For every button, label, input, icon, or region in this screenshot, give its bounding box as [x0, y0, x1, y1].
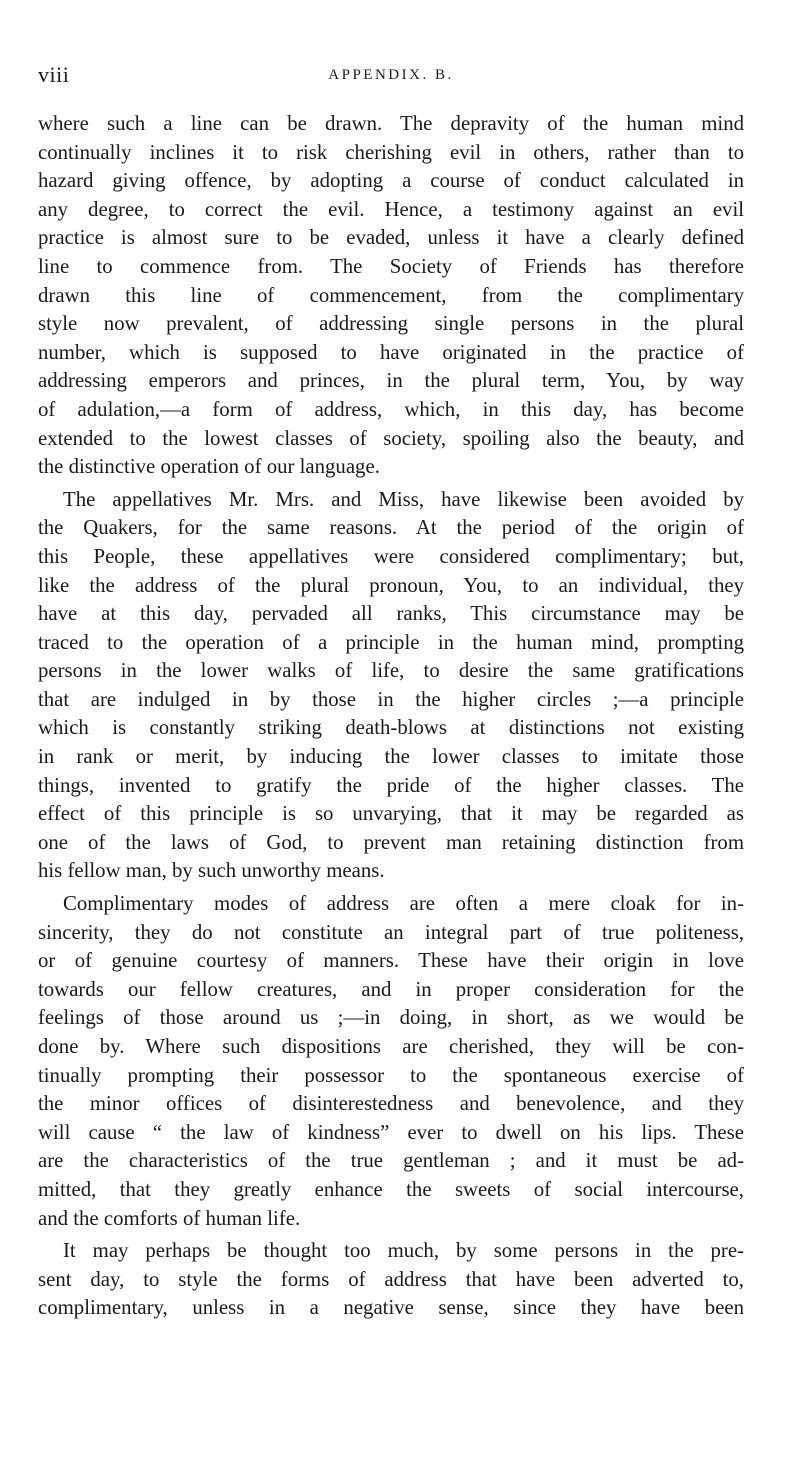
- paragraph: [38, 486, 744, 886]
- text-line: hazard giving offence, by adopting a course of conduct calculated in: [38, 169, 744, 193]
- text-line: effect of this principle is so unvarying, that it may be regarded as: [38, 802, 744, 826]
- text-line: number, which is supposed to have originated in the practice of: [38, 340, 744, 364]
- text-line: persons in the lower walks of life, to desire the same gratifications: [38, 659, 744, 683]
- text-line: any degree, to correct the evil. Hence, a testimony against an evil: [38, 197, 744, 221]
- text-line: It may perhaps be thought too much, by some persons in the pre-: [63, 1239, 744, 1263]
- text-line: done by. Where such dispositions are cherished, they will be con-: [38, 1035, 744, 1058]
- page-header: [38, 62, 744, 92]
- text-line: have at this day, pervaded all ranks, This circumstance may be: [38, 602, 744, 626]
- text-line: feelings of those around us ;—in doing, in short, as we would be: [38, 1006, 744, 1030]
- text-line: the minor offices of disinterestedness and benevolence, and they: [38, 1092, 744, 1116]
- text-line: like the address of the plural pronoun, You, to an individual, they: [38, 573, 744, 597]
- text-line: continually inclines it to risk cherishing evil in others, rather than to: [38, 140, 744, 164]
- page-number: viii: [38, 62, 70, 87]
- text-line: complimentary, unless in a negative sense, since they have been: [38, 1296, 744, 1320]
- text-line: extended to the lowest classes of society, spoiling also the beauty, and: [38, 426, 744, 450]
- text-line: his fellow man, by such unworthy means.: [38, 859, 385, 883]
- text-line: in rank or merit, by inducing the lower classes to imitate those: [38, 745, 744, 769]
- text-line: sincerity, they do not constitute an integral part of true politeness,: [38, 920, 744, 944]
- text-line: things, invented to gratify the pride of the higher classes. The: [38, 773, 744, 797]
- text-line: sent day, to style the forms of address that have been adverted to,: [38, 1267, 744, 1291]
- text-line: of adulation,—a form of address, which, in this day, has become: [38, 397, 744, 421]
- text-line: mitted, that they greatly enhance the sweets of social intercourse,: [38, 1177, 744, 1201]
- running-head: APPENDIX. B.: [328, 67, 454, 83]
- text-line: Complimentary modes of address are often a mere cloak for in-: [63, 892, 744, 916]
- text-line: line to commence from. The Society of Friends has therefore: [38, 254, 744, 278]
- text-line: style now prevalent, of addressing single persons in the plural: [38, 312, 744, 336]
- text-line: towards our fellow creatures, and in proper consideration for the: [38, 977, 744, 1001]
- text-line: this People, these appellatives were considered complimentary; but,: [38, 544, 744, 568]
- text-line: will cause “ the law of kindness” ever to dwell on his lips. These: [38, 1120, 744, 1144]
- text-line: practice is almost sure to be evaded, unless it have a clearly defined: [38, 226, 744, 250]
- text-line: The appellatives Mr. Mrs. and Miss, have likewise been avoided by: [63, 487, 744, 511]
- text-line: are the characteristics of the true gentleman ; and it must be ad-: [38, 1149, 744, 1173]
- text-line: that are indulged in by those in the higher circles ;—a principle: [38, 687, 744, 711]
- text-line: the Quakers, for the same reasons. At the period of the origin of: [38, 516, 744, 540]
- paragraph: [38, 110, 744, 482]
- text-line: drawn this line of commencement, from the complimentary: [38, 283, 744, 307]
- text-line: one of the laws of God, to prevent man retaining distinction from: [38, 830, 744, 854]
- text-line: or of genuine courtesy of manners. These have their origin in love: [38, 949, 744, 973]
- text-line: the distinctive operation of our language.: [38, 455, 380, 479]
- text-line: addressing emperors and princes, in the plural term, You, by way: [38, 369, 744, 393]
- paragraph: [38, 1237, 744, 1323]
- text-line: traced to the operation of a principle in the human mind, prompting: [38, 630, 744, 654]
- text-line: tinually prompting their possessor to the spontaneous exercise of: [38, 1063, 744, 1087]
- text-line: and the comforts of human life.: [38, 1206, 301, 1230]
- paragraph: [38, 890, 744, 1233]
- text-line: which is constantly striking death-blows at distinctions not existing: [38, 716, 744, 740]
- page-body: [38, 110, 744, 1323]
- text-line: where such a line can be drawn. The depravity of the human mind: [38, 112, 744, 135]
